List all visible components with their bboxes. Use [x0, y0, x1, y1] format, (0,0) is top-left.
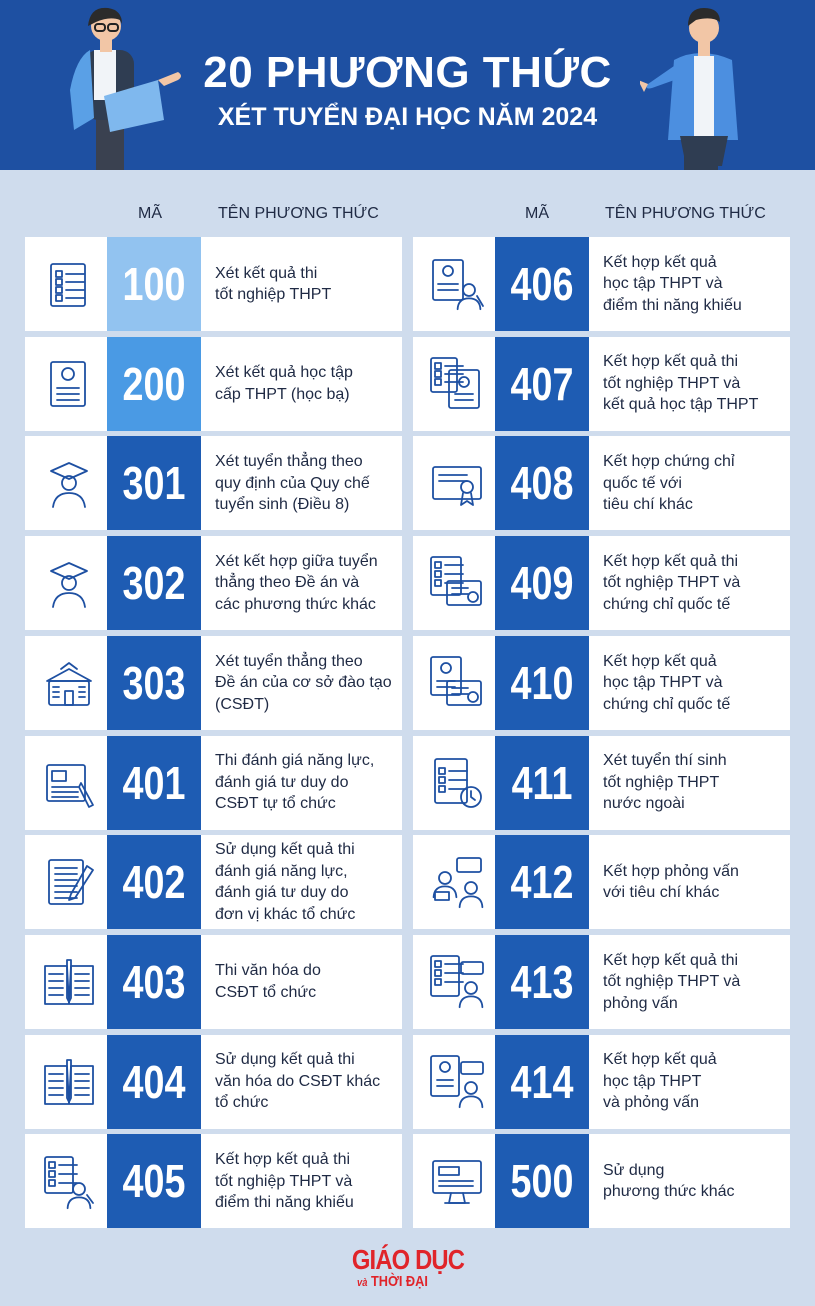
method-card-410	[413, 636, 790, 730]
method-card-301	[25, 436, 402, 530]
logo-small-text: và	[356, 1277, 367, 1289]
method-name: Sử dụng kết quả thi văn hóa do CSĐT khác tổ chức	[215, 1051, 381, 1112]
method-code: 303	[122, 656, 186, 709]
method-code-box	[495, 237, 589, 331]
method-name: Xét kết quả học tập cấp THPT (học bạ)	[215, 364, 353, 403]
method-code-box	[495, 1035, 589, 1129]
profile-interview-icon	[427, 1052, 487, 1112]
method-name: Thi đánh giá năng lực, đánh giá tư duy do CSĐT tự tổ chức	[215, 752, 375, 813]
method-card-408	[413, 436, 790, 530]
open-book-icon	[39, 952, 99, 1012]
method-code: 100	[122, 258, 186, 310]
method-code-box	[107, 935, 201, 1029]
method-code-box	[107, 337, 201, 431]
method-code: 500	[510, 1155, 574, 1208]
method-card-407	[413, 337, 790, 431]
method-name: Kết hợp kết quả thi tốt nghiệp THPT và điểm thi năng khiếu	[215, 1151, 354, 1212]
method-card-412	[413, 835, 790, 929]
title-line-2: XÉT TUYỂN ĐẠI HỌC NĂM 2024	[217, 103, 598, 131]
method-code-box	[495, 636, 589, 730]
method-card-200	[25, 337, 402, 431]
checklist-certificate-icon	[427, 553, 487, 613]
method-code-box	[107, 237, 201, 331]
method-card-404	[25, 1035, 402, 1129]
method-code-box	[107, 1134, 201, 1228]
method-code: 402	[122, 856, 186, 909]
method-code: 410	[510, 656, 574, 709]
method-code-box	[495, 536, 589, 630]
checklist-icon	[39, 254, 99, 314]
method-code-box	[495, 436, 589, 530]
checklist-interview-icon	[427, 952, 487, 1012]
method-card-401	[25, 736, 402, 830]
graduate-icon	[39, 553, 99, 613]
method-name: Kết hợp kết quả học tập THPT và điểm thi năng khiếu	[603, 253, 742, 314]
method-code-box	[107, 736, 201, 830]
method-code: 411	[511, 756, 573, 809]
method-card-500	[413, 1134, 790, 1228]
method-name: Kết hợp kết quả học tập THPT và chứng chỉ quốc tế	[603, 652, 731, 713]
column-header-code-left: MÃ	[138, 205, 162, 222]
notes-pencil-icon	[39, 852, 99, 912]
method-name: Kết hợp kết quả thi tốt nghiệp THPT và kết quả học tập THPT	[603, 353, 759, 414]
method-card-303	[25, 636, 402, 730]
method-name: Kết hợp chứng chỉ quốc tế với tiêu chí khác	[603, 453, 735, 514]
method-name: Kết hợp phỏng vấn với tiêu chí khác	[603, 862, 739, 902]
method-code: 301	[122, 457, 186, 510]
method-code: 413	[510, 955, 574, 1008]
logo-bottom-text: THỜI ĐẠI	[370, 1273, 428, 1290]
method-code-box	[107, 536, 201, 630]
exam-paper-pen-icon	[39, 753, 99, 813]
method-name: Kết hợp kết quả thi tốt nghiệp THPT và phỏng vấn	[603, 951, 741, 1012]
method-code: 409	[510, 557, 574, 610]
checklist-clock-icon	[427, 753, 487, 813]
profile-document-icon	[39, 354, 99, 414]
method-card-302	[25, 536, 402, 630]
open-book-icon	[39, 1052, 99, 1112]
method-card-409	[413, 536, 790, 630]
method-card-414	[413, 1035, 790, 1129]
method-code: 414	[510, 1055, 574, 1108]
column-header-name-right: TÊN PHƯƠNG THỨC	[605, 205, 766, 222]
method-code-box	[107, 1035, 201, 1129]
profile-certificate-icon	[427, 653, 487, 713]
method-code: 405	[122, 1155, 186, 1208]
column-header-code-right: MÃ	[525, 205, 549, 222]
method-code-box	[495, 736, 589, 830]
logo-top-text: GIÁO DỤC	[351, 1244, 464, 1275]
method-code-box	[107, 636, 201, 730]
method-code: 403	[122, 955, 186, 1008]
title-line-1: 20 PHƯƠNG THỨC	[203, 48, 612, 97]
method-name: Xét tuyển thẳng theo quy định của Quy chế tuyển sinh (Điều 8)	[215, 453, 370, 514]
method-name: Xét tuyển thẳng theo Đề án của cơ sở đào tạo (CSĐT)	[215, 652, 392, 713]
method-code: 412	[510, 856, 574, 909]
method-code-box	[107, 835, 201, 929]
method-code: 407	[510, 357, 574, 410]
person-presenting-illustration	[640, 0, 770, 170]
method-code: 406	[510, 258, 574, 310]
header-banner	[0, 0, 815, 170]
method-card-406	[413, 237, 790, 331]
method-code-box	[495, 337, 589, 431]
method-name: Sử dụng kết quả thi đánh giá năng lực, đánh giá tư duy do đơn vị khác tổ chức	[215, 841, 356, 923]
method-card-402	[25, 835, 402, 929]
university-building-icon	[39, 653, 99, 713]
interview-icon	[427, 852, 487, 912]
method-name: Xét tuyển thí sinh tốt nghiệp THPT nước ngoài	[603, 752, 727, 813]
checklist-singer-icon	[39, 1151, 99, 1211]
method-code: 200	[122, 357, 186, 410]
method-code-box	[107, 436, 201, 530]
method-code-box	[495, 1134, 589, 1228]
method-code: 404	[122, 1055, 186, 1108]
method-name: Thi văn hóa do CSĐT tổ chức	[215, 962, 321, 1001]
certificate-icon	[427, 453, 487, 513]
method-code-box	[495, 935, 589, 1029]
method-card-411	[413, 736, 790, 830]
profile-singer-icon	[427, 254, 487, 314]
method-card-405	[25, 1134, 402, 1228]
method-code: 302	[122, 557, 186, 610]
method-name: Xét kết hợp giữa tuyển thẳng theo Đề án và các phương thức khác	[215, 552, 378, 613]
giaoduc-thoidai-logo	[0, 1246, 815, 1291]
column-header-name-left: TÊN PHƯƠNG THỨC	[218, 205, 379, 222]
method-name: Kết hợp kết quả học tập THPT và phỏng vấn	[603, 1051, 717, 1112]
method-name: Kết hợp kết quả thi tốt nghiệp THPT và chứng chỉ quốc tế	[603, 552, 741, 613]
method-name: Xét kết quả thi tốt nghiệp THPT	[215, 264, 332, 303]
method-code: 408	[510, 457, 574, 510]
method-card-100	[25, 237, 402, 331]
method-card-403	[25, 935, 402, 1029]
documents-icon	[427, 354, 487, 414]
graduate-icon	[39, 453, 99, 513]
method-name: Sử dụng phương thức khác	[603, 1161, 735, 1201]
method-code: 401	[122, 756, 186, 809]
computer-icon	[427, 1151, 487, 1211]
method-code-box	[495, 835, 589, 929]
method-card-413	[413, 935, 790, 1029]
